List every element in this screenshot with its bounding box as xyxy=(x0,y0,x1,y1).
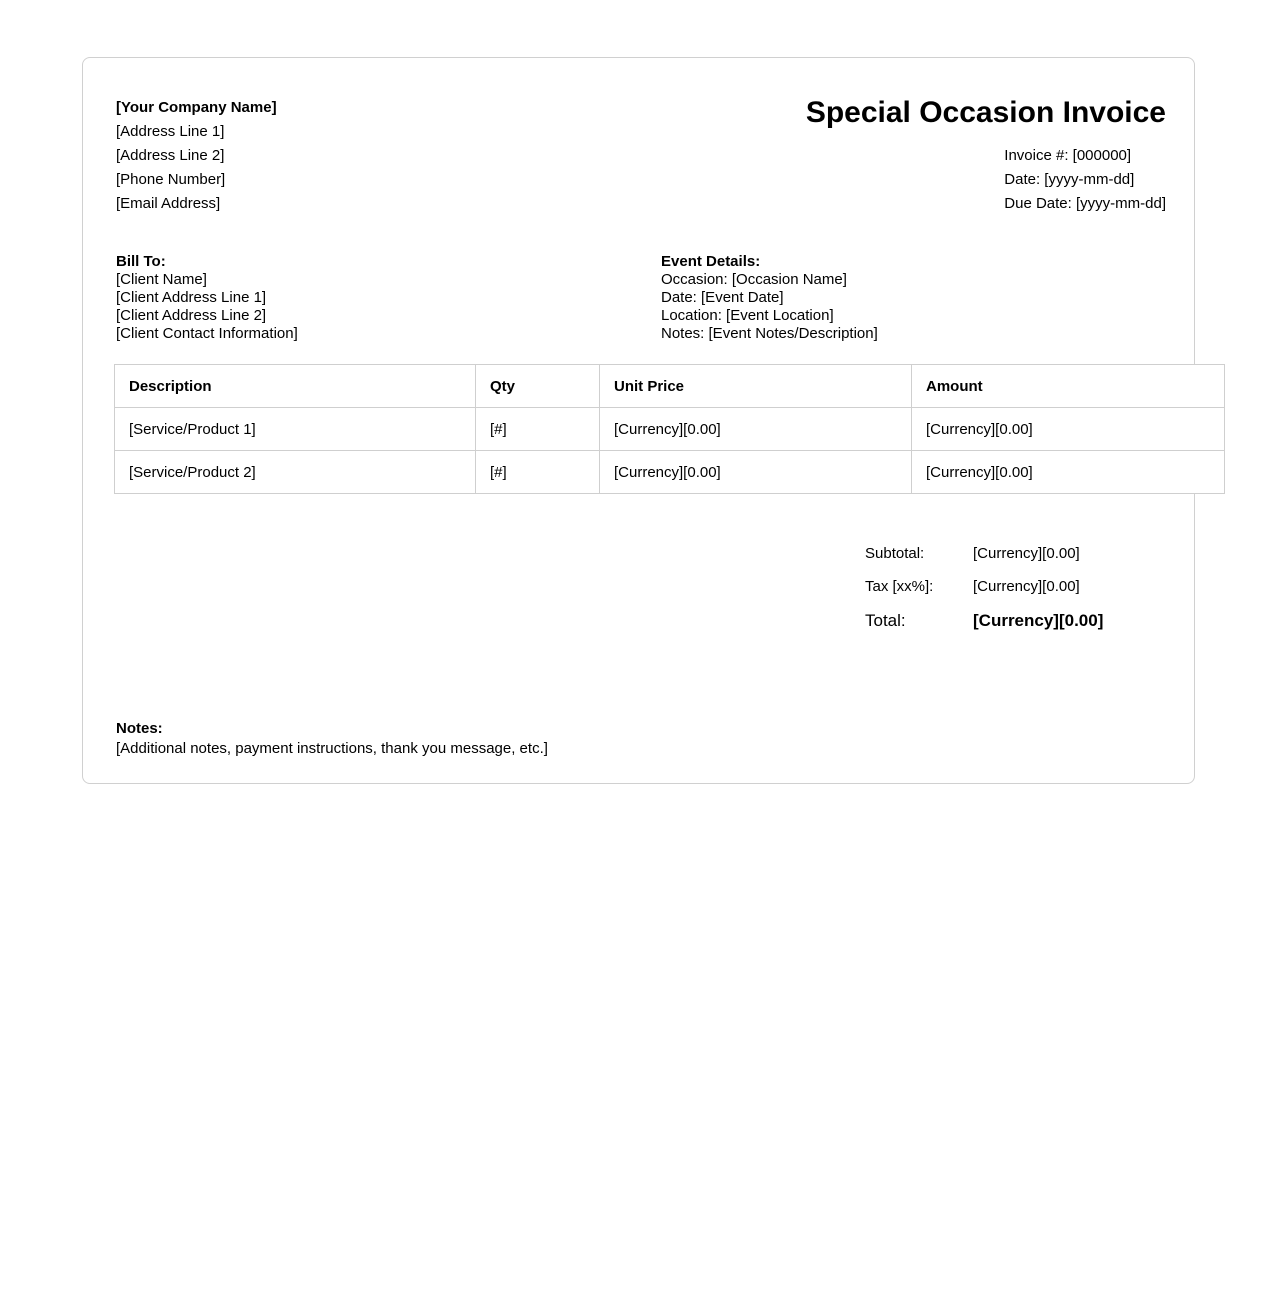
notes-body: [Additional notes, payment instructions, thank you message, etc.] xyxy=(116,740,548,757)
client-name: [Client Name] xyxy=(116,271,207,288)
column-header-description: Description xyxy=(115,365,476,408)
subtotal-row xyxy=(865,545,1165,562)
column-header-unit-price: Unit Price xyxy=(600,365,912,408)
bill-to-heading: Bill To: xyxy=(116,253,166,270)
table-row xyxy=(115,408,1225,451)
company-info-block xyxy=(116,96,277,216)
event-details-block xyxy=(661,252,1166,343)
page-title: Special Occasion Invoice xyxy=(805,96,1166,129)
invoice-due-date: Due Date: [yyyy-mm-dd] xyxy=(1004,195,1166,212)
table-header-row xyxy=(115,365,1225,408)
cell-amount: [Currency][0.00] xyxy=(912,408,1225,451)
invoice-number: Invoice #: [000000] xyxy=(1004,147,1132,164)
table-row xyxy=(115,451,1225,494)
cell-unit-price: [Currency][0.00] xyxy=(600,451,912,494)
event-location: Location: [Event Location] xyxy=(661,307,834,324)
column-header-amount: Amount xyxy=(912,365,1225,408)
totals-section xyxy=(865,545,1165,631)
company-email: [Email Address] xyxy=(116,195,221,212)
company-phone: [Phone Number] xyxy=(116,171,226,188)
invoice-title-block xyxy=(806,96,1166,216)
footer-notes-section xyxy=(116,719,1116,759)
event-details-heading: Event Details: xyxy=(661,253,761,270)
parties-section xyxy=(116,252,1166,343)
company-name: [Your Company Name] xyxy=(116,99,277,116)
tax-row xyxy=(865,578,1165,595)
total-value: [Currency][0.00] xyxy=(973,611,1104,630)
client-address-line-1: [Client Address Line 1] xyxy=(116,289,267,306)
event-occasion: Occasion: [Occasion Name] xyxy=(661,271,847,288)
company-address-line-1: [Address Line 1] xyxy=(116,123,225,140)
client-contact: [Client Contact Information] xyxy=(116,325,298,342)
line-items-table xyxy=(114,364,1225,494)
notes-heading: Notes: xyxy=(116,720,163,737)
client-address-line-2: [Client Address Line 2] xyxy=(116,307,267,324)
cell-description: [Service/Product 2] xyxy=(115,451,476,494)
invoice-card xyxy=(82,57,1195,784)
tax-label: Tax [xx%]: xyxy=(865,578,934,595)
subtotal-value: [Currency][0.00] xyxy=(973,545,1080,562)
bill-to-block xyxy=(116,252,661,343)
cell-unit-price: [Currency][0.00] xyxy=(600,408,912,451)
invoice-header xyxy=(116,96,1166,216)
event-notes: Notes: [Event Notes/Description] xyxy=(661,325,878,342)
column-header-qty: Qty xyxy=(476,365,600,408)
invoice-date: Date: [yyyy-mm-dd] xyxy=(1004,171,1135,188)
invoice-meta-lines xyxy=(1004,144,1166,216)
company-address-line-2: [Address Line 2] xyxy=(116,147,225,164)
tax-value: [Currency][0.00] xyxy=(973,578,1080,595)
event-date: Date: [Event Date] xyxy=(661,289,784,306)
total-label: Total: xyxy=(865,611,906,630)
cell-qty: [#] xyxy=(476,451,600,494)
subtotal-label: Subtotal: xyxy=(865,545,925,562)
cell-amount: [Currency][0.00] xyxy=(912,451,1225,494)
cell-description: [Service/Product 1] xyxy=(115,408,476,451)
cell-qty: [#] xyxy=(476,408,600,451)
total-row xyxy=(865,611,1165,631)
